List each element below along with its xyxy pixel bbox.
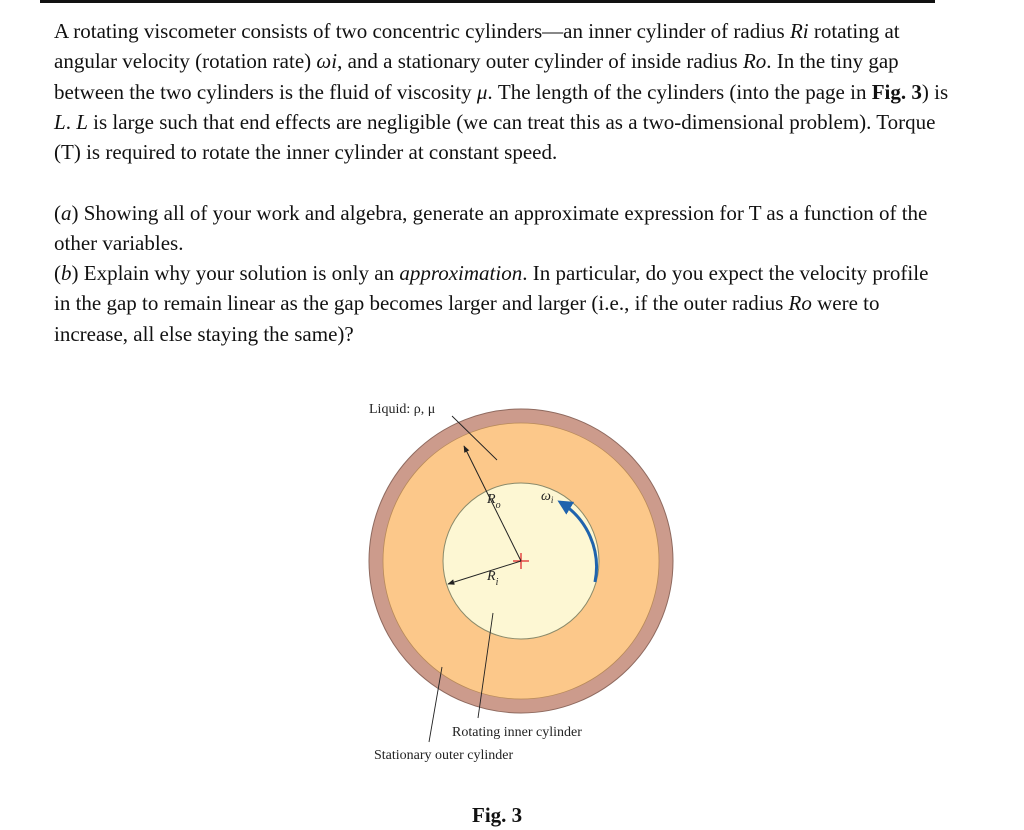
symbol-ri: Ri (789, 19, 809, 43)
symbol-ro: Ro (788, 291, 812, 316)
symbol-ro: Ro (742, 49, 767, 74)
ri-label-sub: i (495, 577, 499, 588)
intro-text: rotating at angular velocity (rotation rate) (54, 19, 900, 74)
part-a (54, 198, 949, 259)
part-a-label: a (61, 201, 72, 225)
symbol-omega-i: ωi (316, 49, 338, 74)
part-b (54, 258, 949, 349)
part-b-label: b (61, 261, 72, 285)
omega-label-sub: i (550, 495, 554, 505)
part-b-text: Explain why your solution is only an (78, 261, 400, 285)
part-a-paragraph: (a) Showing all of your work and algebra, generate an approximate expression for T as a function of the other variables. (54, 201, 928, 256)
symbol-l: L (76, 109, 88, 134)
ro-label-main: R (487, 492, 496, 507)
liquid-label: Liquid: ρ, μ (369, 402, 436, 417)
intro-text: . (65, 109, 77, 134)
ri-label-main: R (487, 569, 496, 584)
part-b-paragraph: (b) Explain why your solution is only an approximation. In particular, do you expect the velocity profile in the gap to remain linear as the gap becomes larger and larger (i.e., if the outer radius Ro were to increase, all else staying the same)? (54, 261, 929, 346)
top-rule (40, 0, 935, 3)
intro-text: A rotating viscometer consists of two concentric cylinders—an inner cylinder of radius (54, 19, 790, 43)
symbol-l: L (54, 109, 66, 134)
intro-text: ) is (921, 79, 949, 104)
problem-intro (54, 16, 949, 167)
part-b-text: were to increase, all else staying the same)? (54, 291, 880, 346)
intro-paragraph (54, 16, 949, 167)
part-a-text: Showing all of your work and algebra, generate an approximate expression for T as a function of the other variables. (54, 201, 928, 256)
outer-cylinder-label: Stationary outer cylinder (374, 748, 514, 763)
omega-label-main: ω (541, 489, 551, 504)
part-b-text: . In particular, do you expect the velocity profile in the gap to remain linear as the gap becomes larger and larger (i.e., if the outer radius (54, 261, 929, 316)
figure-caption: Fig. 3 (472, 803, 523, 827)
inner-cylinder-label: Rotating inner cylinder (452, 725, 582, 740)
ro-label-sub: o (495, 500, 501, 511)
symbol-mu: μ (476, 79, 488, 104)
intro-text: . In the tiny gap between the two cylinders is the fluid of viscosity (54, 49, 899, 104)
viscometer-figure (360, 390, 700, 780)
viscometer-diagram (360, 390, 700, 780)
figure-reference: Fig. 3 (871, 79, 922, 104)
intro-text: , and a stationary outer cylinder of inside radius (337, 49, 743, 74)
intro-text: . The length of the cylinders (into the page in (487, 79, 872, 104)
intro-text: is large such that end effects are negligible (we can treat this as a two-dimensional problem). Torque (T) is required to rotate the inner cylinder at constant speed. (54, 109, 936, 165)
emphasis-approximation: approximation (399, 261, 523, 285)
